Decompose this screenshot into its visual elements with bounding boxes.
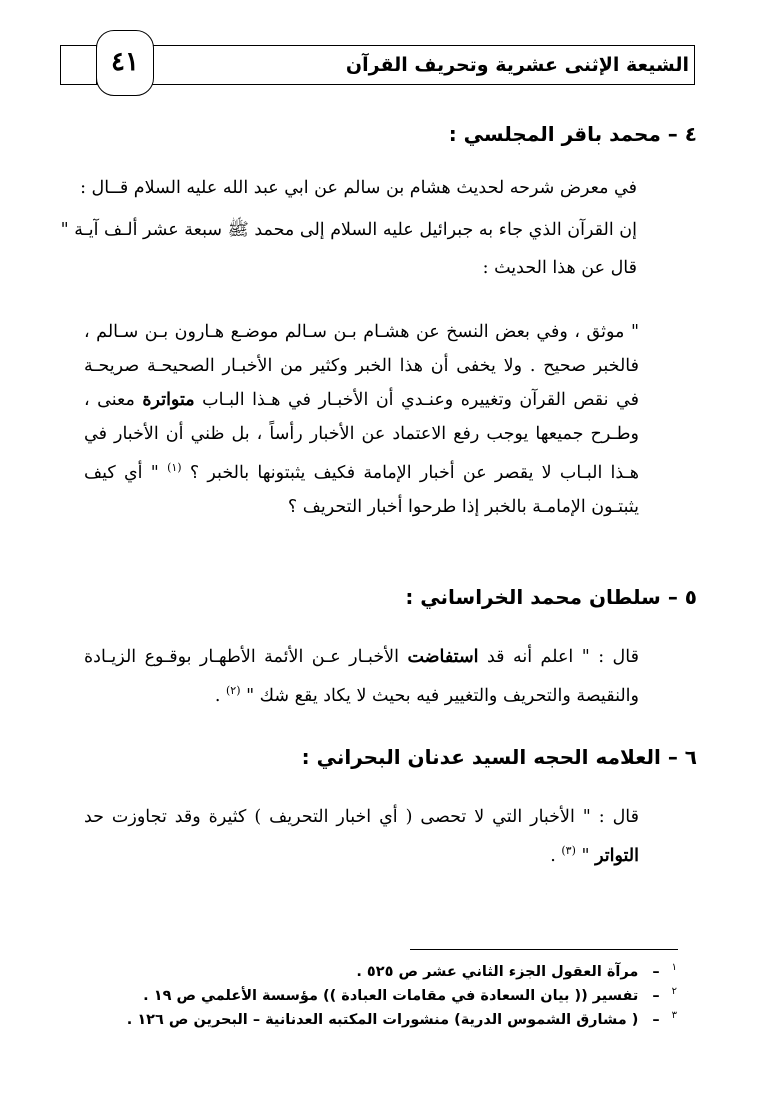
section-4-heading: ٤ – محمد باقر المجلسي :	[448, 122, 697, 146]
footnote-3: $^٣$–( مشارق الشموس الدرية) منشورات المكتبه العدنانية – البحرين ص ١٢٦ .	[126, 1010, 677, 1028]
footnote-3-number: ٣	[671, 1010, 677, 1021]
footnote-2: $^٢$–تفسير (( بيان السعادة في مقامات العبادة )) مؤسسة الأعلمي ص ١٩ .	[143, 986, 677, 1004]
footnote-ref-2: (٢)	[225, 684, 241, 697]
section-6-heading: ٦ – العلامه الحجه السيد عدنان البحراني :	[301, 745, 697, 769]
footnote-3-text: ( مشارق الشموس الدرية) منشورات المكتبه العدنانية – البحرين ص ١٢٦ .	[126, 1011, 639, 1028]
section-6-text	[84, 800, 639, 873]
footnote-1-number: ١	[671, 962, 677, 973]
footnote-ref-1: (١)	[167, 461, 182, 474]
section-5-text-part-2: الأخبـار عـن الأئمة الأطهـار بوقـوع الزيـادة والنقيصة والتحريف والتغيير فيه بحيث لا يكاد يقع شك "	[84, 647, 639, 706]
footnote-2-number: ٢	[671, 986, 677, 997]
footnote-ref-3: (٣)	[561, 844, 576, 857]
footnote-1: $^١$–مرآة العقول الجزء الثاني عشر ص ٥٢٥ .	[356, 962, 677, 980]
section-4-quote-part-3: " أي كيف يثبتـون الإمامـة بالخبر إذا طرحوا أخبار التحريف ؟	[84, 462, 639, 517]
section-4-quote-part-2: معنى ، وطـرح جميعها يوجب رفع الاعتماد عن الأخبار رأساً ، بل ظني أن الأخبار في هـذا البـاب لا يقصر عن أخبار الإمامة فكيف يثبتونها بالخبر ؟	[84, 390, 639, 483]
section-6-text-part-2: "	[581, 845, 590, 866]
section-6-text-end: .	[550, 845, 556, 866]
footnote-divider	[410, 949, 678, 950]
footnote-1-text: مرآة العقول الجزء الثاني عشر ص ٥٢٥ .	[356, 963, 639, 980]
section-5-text-end: .	[214, 685, 221, 706]
section-6-text-emphasis: التواتر	[595, 845, 639, 866]
section-5-text-emphasis: استفاضت	[407, 647, 479, 667]
running-title: الشيعة الإثنى عشرية وتحريف القرآن	[345, 54, 689, 76]
section-5-text	[84, 640, 639, 713]
page-number: ٤١	[96, 30, 154, 96]
section-5-text-part-1: قال : " اعلم أنه قد	[486, 647, 639, 667]
footnote-2-text: تفسير (( بيان السعادة في مقامات العبادة )) مؤسسة الأعلمي ص ١٩ .	[143, 987, 639, 1004]
section-4-intro-line-1: في معرض شرحه لحديث هشام بن سالم عن ابي عبد الله عليه السلام قــال :	[80, 178, 637, 198]
section-5-heading: ٥ – سلطان محمد الخراساني :	[405, 585, 697, 609]
section-4-intro-line-2: إن القرآن الذي جاء به جبرائيل عليه السلام إلى محمد ﷺ سبعة عشر ألـف آيـة "	[60, 220, 637, 240]
section-4-quote	[84, 315, 639, 524]
header-frame-left-cell	[61, 46, 97, 84]
section-4-quote-part-1: " موثق ، وفي بعض النسخ عن هشـام بـن سـالم موضـع هـارون بـن سـالم ، فالخبر صحيح . ولا يخفى أن هذا الخبر وكثير من الأخبـار الصحيحـة صريحـة في نقص القرآن وتغييره وعنـدي أن الأخبـار في هـذا البـاب	[84, 322, 639, 410]
section-6-text-part-1: قال : " الأخبار التي لا تحصى ( أي اخبار التحريف ) كثيرة وقد تجاوزت حد	[84, 807, 639, 827]
section-4-quote-emphasis: متواترة	[142, 390, 195, 410]
section-4-intro-line-3: قال عن هذا الحديث :	[482, 258, 637, 278]
